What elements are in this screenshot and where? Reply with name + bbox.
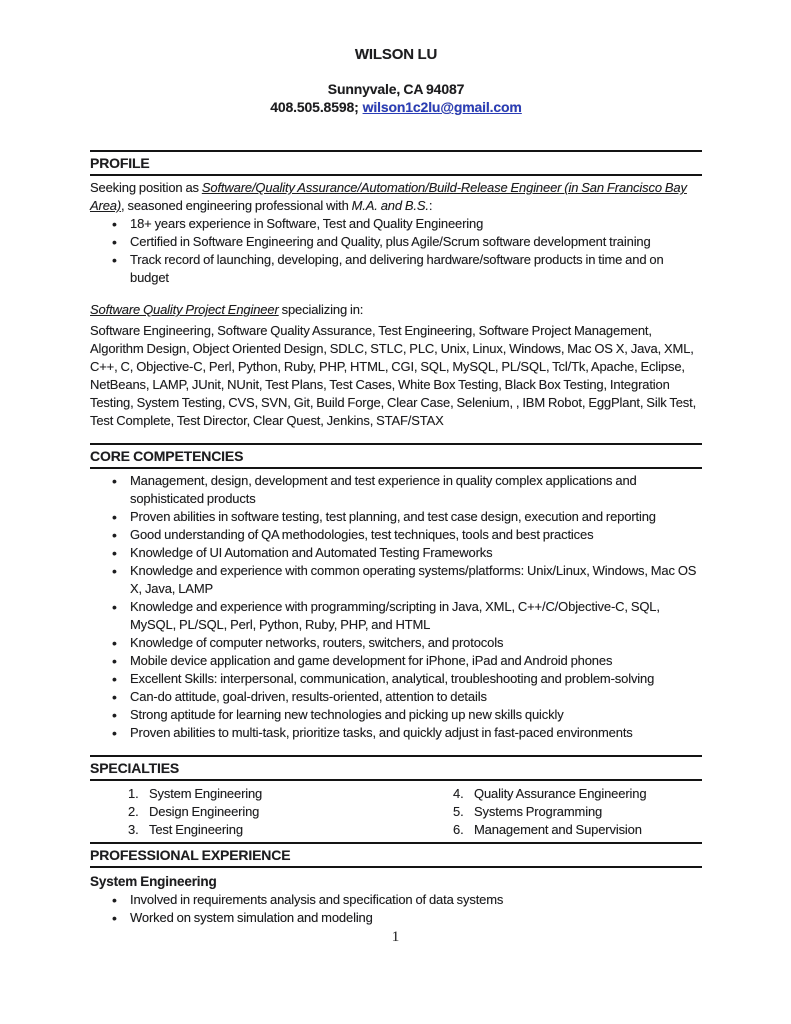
specialty-item <box>453 785 702 803</box>
specialty-label: Management and Supervision <box>474 822 642 837</box>
candidate-phone: 408.505.8598; <box>270 99 359 115</box>
bullet-item: • Knowledge and experience with common operating systems/platforms: Unix/Linux, Windows, Mac OS X, Java, LAMP <box>112 562 702 598</box>
section-heading-profile <box>90 150 702 176</box>
profile-intro-prefix: Seeking position as <box>90 180 202 195</box>
specialization-rest: specializing in: <box>278 302 364 317</box>
profile-intro <box>90 179 702 215</box>
specialties-column-left <box>90 785 453 839</box>
profile-intro-suffix: : <box>428 198 433 213</box>
specialty-label: System Engineering <box>149 786 263 801</box>
profile-degrees: M.A. and B.S. <box>351 198 429 213</box>
bullet-item: • Involved in requirements analysis and specification of data systems <box>112 891 702 909</box>
professional-experience-heading-label: PROFESSIONAL EXPERIENCE <box>90 847 291 863</box>
page-number: 1 <box>391 929 400 945</box>
section-heading-core-competencies <box>90 443 702 469</box>
bullet-item: • Knowledge and experience with programming/scripting in Java, XML, C++/C/Objective-C, SQL, MySQL, PL/SQL, Perl, Python, Ruby, PHP, and HTML <box>112 598 702 634</box>
skills-paragraph: Software Engineering, Software Quality Assurance, Test Engineering, Software Project Management, Algorithm Design, Object Oriented Design, SDLC, STLC, PLC, Unix, Linux, Windows, Mac OS X, Java, XML, C++, C, Objective-C, Perl, Python, Ruby, PHP, HTML, CGI, SQL, MySQL, PL/SQL, Tcl/Tk, Apache, Eclipse, NetBeans, LAMP, JUnit, NUnit, Test Plans, Test Cases, White Box Testing, Black Box Testing, Integration Testing, System Testing, CVS, SVN, Git, Build Forge, Clear Case, Selenium, , IBM Robot, EggPlant, Silk Test, Test Complete, Test Director, Clear Quest, Jenkins, STAF/STAX <box>90 323 697 428</box>
bullet-item: • Certified in Software Engineering and Quality, plus Agile/Scrum software development training <box>112 233 702 251</box>
bullet-item: • Knowledge of UI Automation and Automated Testing Frameworks <box>112 544 702 562</box>
specialty-item <box>128 803 453 821</box>
bullet-item: • Worked on system simulation and modeling <box>112 909 702 927</box>
profile-heading-label: PROFILE <box>90 155 150 171</box>
specialty-number: 4. <box>453 786 464 801</box>
specialty-label: Test Engineering <box>149 822 243 837</box>
bullet-item: • 18+ years experience in Software, Test and Quality Engineering <box>112 215 702 233</box>
specialization-line <box>90 301 702 319</box>
bullet-item: • Good understanding of QA methodologies, test techniques, tools and best practices <box>112 526 702 544</box>
profile-target-role: Software/Quality Assurance/Automation/Build-Release Engineer (in San Francisco Bay Area) <box>90 180 687 213</box>
specialties-columns <box>90 785 702 839</box>
specialty-item <box>453 821 702 839</box>
specialty-number: 3. <box>128 822 139 837</box>
specialty-label: Systems Programming <box>474 804 603 819</box>
bullet-item: • Track record of launching, developing, and delivering hardware/software products in time and on budget <box>112 251 702 287</box>
specialty-item <box>128 785 453 803</box>
candidate-location: Sunnyvale, CA 94087 <box>327 81 465 97</box>
specialties-column-right <box>453 785 702 839</box>
specialty-number: 5. <box>453 804 464 819</box>
specialty-label: Design Engineering <box>149 804 260 819</box>
specialization-title: Software Quality Project Engineer <box>90 302 279 317</box>
specialty-number: 6. <box>453 822 464 837</box>
section-heading-specialties <box>90 755 702 781</box>
bullet-item: • Excellent Skills: interpersonal, communication, analytical, troubleshooting and problem-solving <box>112 670 702 688</box>
specialty-number: 1. <box>128 786 139 801</box>
core-competencies-bullet-list <box>90 472 702 742</box>
profile-bullet-list <box>90 215 702 287</box>
section-heading-professional-experience <box>90 842 702 868</box>
role-title: System Engineering <box>90 874 217 889</box>
bullet-item: • Management, design, development and test experience in quality complex applications and sophisticated products <box>112 472 702 508</box>
specialty-item <box>128 821 453 839</box>
email-link[interactable]: wilson1c2lu@gmail.com <box>362 99 522 115</box>
resume-header <box>90 46 702 116</box>
bullet-item: • Mobile device application and game development for iPhone, iPad and Android phones <box>112 652 702 670</box>
specialty-label: Quality Assurance Engineering <box>474 786 647 801</box>
specialties-heading-label: SPECIALTIES <box>90 760 180 776</box>
bullet-item: • Knowledge of computer networks, routers, switchers, and protocols <box>112 634 702 652</box>
bullet-item: • Proven abilities to multi-task, prioritize tasks, and quickly adjust in fast-paced environments <box>112 724 702 742</box>
candidate-name: WILSON LU <box>354 46 438 63</box>
bullet-item: • Strong aptitude for learning new technologies and picking up new skills quickly <box>112 706 702 724</box>
specialty-item <box>453 803 702 821</box>
specialty-number: 2. <box>128 804 139 819</box>
core-competencies-heading-label: CORE COMPETENCIES <box>90 448 244 464</box>
bullet-item: • Can-do attitude, goal-driven, results-oriented, attention to details <box>112 688 702 706</box>
experience-bullet-list <box>90 891 702 927</box>
contact-line <box>90 98 702 116</box>
bullet-item: • Proven abilities in software testing, test planning, and test case design, execution and reporting <box>112 508 702 526</box>
profile-intro-middle: , seasoned engineering professional with <box>121 198 352 213</box>
